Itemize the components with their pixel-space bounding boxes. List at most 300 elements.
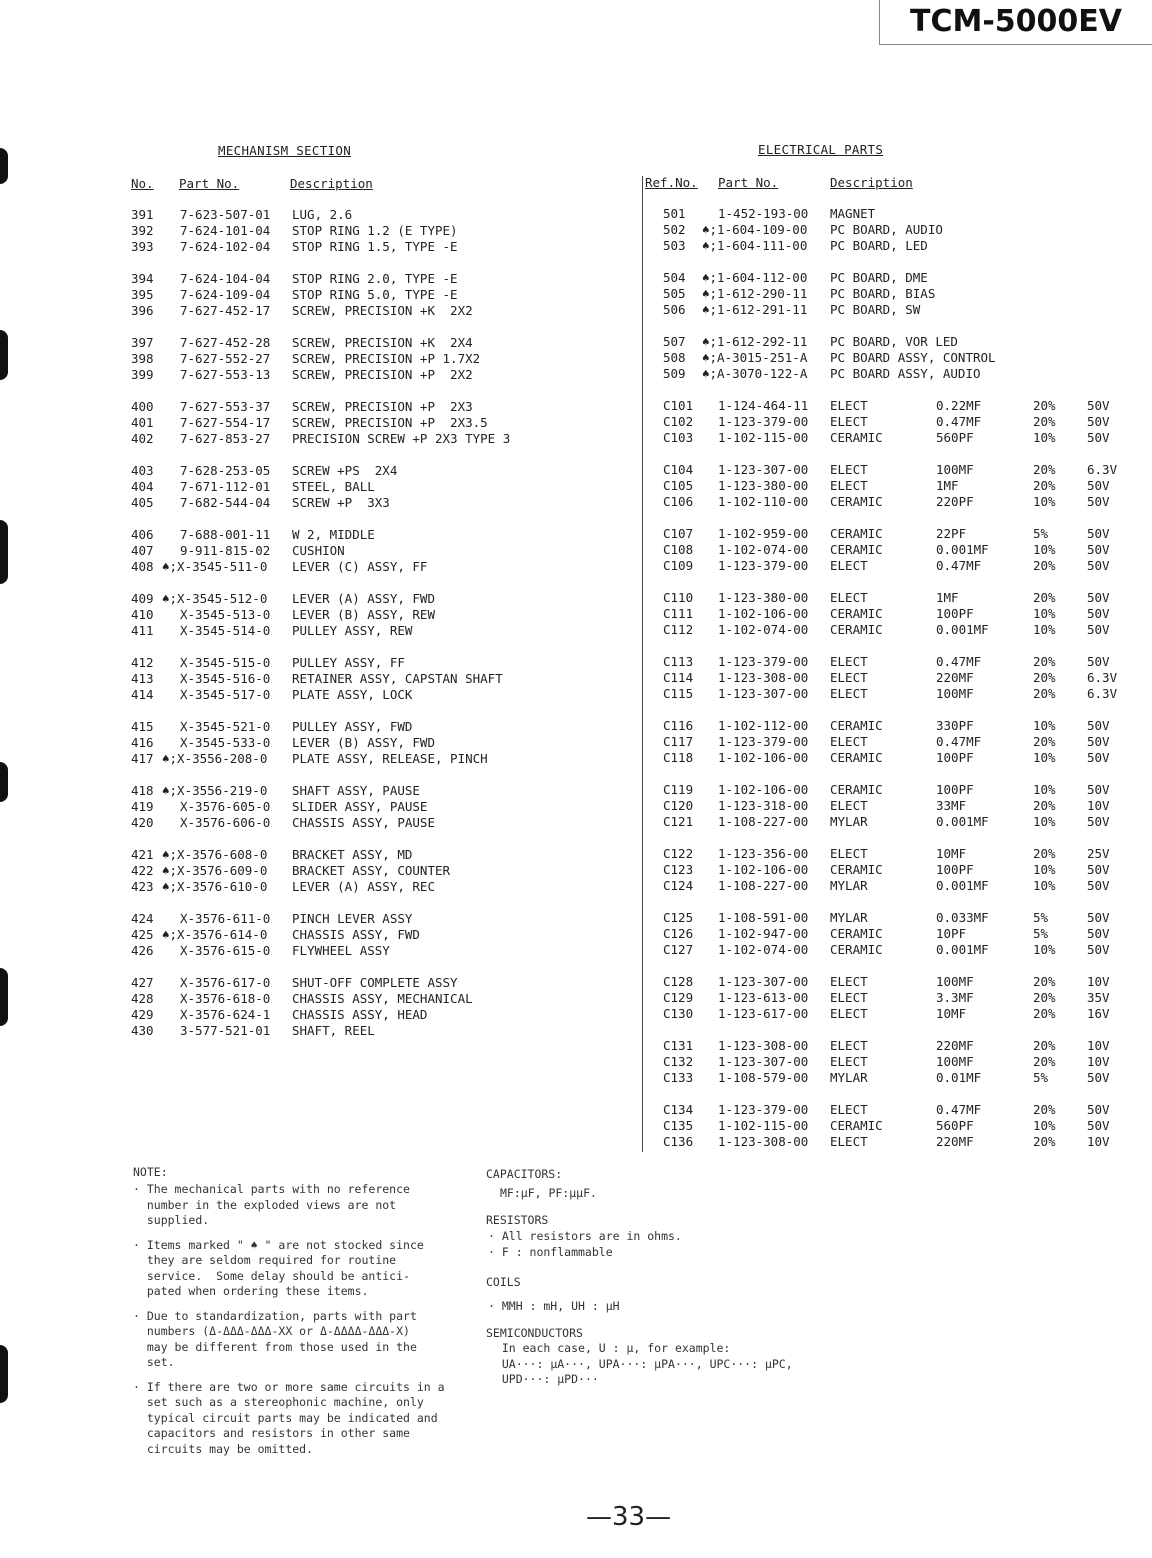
value: 560PF	[936, 1118, 974, 1133]
part-number: ♠;X-3576-610-0	[162, 879, 268, 894]
note-item: · The mechanical parts with no reference number in the exploded views are not supplied.	[133, 1182, 410, 1227]
table-row	[660, 1038, 1140, 1054]
description: PINCH LEVER ASSY	[292, 911, 413, 926]
item-number: 418	[131, 783, 154, 798]
ref-number: C105	[663, 478, 694, 493]
table-row	[660, 622, 1140, 638]
part-number: 1-123-380-00	[718, 590, 809, 605]
notes-list	[133, 1182, 483, 1466]
tolerance: 20%	[1033, 590, 1056, 605]
part-number: 7-623-507-01	[180, 207, 271, 222]
table-row	[131, 735, 631, 751]
value: 0.47MF	[936, 558, 982, 573]
table-row	[660, 542, 1140, 558]
part-number: 7-688-001-11	[180, 527, 271, 542]
part-number: 1-123-307-00	[718, 686, 809, 701]
description: SCREW, PRECISION +K 2X4	[292, 335, 473, 350]
description: ELECT	[830, 478, 868, 493]
part-number: 1-123-307-00	[718, 1054, 809, 1069]
description: SCREW, PRECISION +P 2X3.5	[292, 415, 488, 430]
description: SCREW, PRECISION +P 2X3	[292, 399, 473, 414]
voltage: 50V	[1087, 718, 1110, 733]
table-row	[660, 270, 1140, 286]
description: ELECT	[830, 654, 868, 669]
table-row	[131, 783, 631, 799]
part-number: X-3545-533-0	[180, 735, 271, 750]
table-row	[660, 398, 1140, 414]
item-number: 399	[131, 367, 154, 382]
value: 0.001MF	[936, 622, 989, 637]
note-item: · If there are two or more same circuits in a set such as a stereophonic machine, only typical circuit parts may be indicated and capacitors and resistors in other same circuits may be omitted.	[133, 1379, 445, 1456]
part-number: 1-102-947-00	[718, 926, 809, 941]
part-number: 1-123-318-00	[718, 798, 809, 813]
value: 0.22MF	[936, 398, 982, 413]
table-row	[131, 335, 631, 351]
part-number: 7-624-102-04	[180, 239, 271, 254]
table-row	[660, 942, 1140, 958]
description: LEVER (C) ASSY, FF	[292, 559, 428, 574]
tolerance: 20%	[1033, 1134, 1056, 1149]
value: 560PF	[936, 430, 974, 445]
tolerance: 20%	[1033, 798, 1056, 813]
electrical-table	[660, 206, 1140, 1166]
description: MYLAR	[830, 814, 868, 829]
description: ELECT	[830, 734, 868, 749]
description: ELECT	[830, 414, 868, 429]
mech-col-no: No.	[131, 176, 154, 191]
value: 0.033MF	[936, 910, 989, 925]
ref-number: C111	[663, 606, 694, 621]
part-number: ♠;1-604-109-00	[702, 222, 808, 237]
table-row	[131, 863, 631, 879]
value: 100PF	[936, 750, 974, 765]
item-number: 405	[131, 495, 154, 510]
value: 10MF	[936, 846, 967, 861]
table-row	[131, 207, 631, 223]
voltage: 50V	[1087, 1102, 1110, 1117]
voltage: 6.3V	[1087, 462, 1118, 477]
part-number: 7-627-552-27	[180, 351, 271, 366]
value: 100MF	[936, 1054, 974, 1069]
table-row	[131, 463, 631, 479]
tolerance: 20%	[1033, 846, 1056, 861]
description: ELECT	[830, 974, 868, 989]
ref-number: C126	[663, 926, 694, 941]
item-number: 408	[131, 559, 154, 574]
description: ELECT	[830, 846, 868, 861]
table-row	[660, 1006, 1140, 1022]
ref-number: C115	[663, 686, 694, 701]
description: LUG, 2.6	[292, 207, 353, 222]
tolerance: 20%	[1033, 414, 1056, 429]
item-number: 411	[131, 623, 154, 638]
part-number: 7-624-104-04	[180, 271, 271, 286]
table-row	[131, 927, 631, 943]
ref-number: C131	[663, 1038, 694, 1053]
part-number: ♠;A-3015-251-A	[702, 350, 808, 365]
table-row	[131, 751, 631, 767]
parts-group	[660, 590, 1140, 638]
part-number: X-3545-515-0	[180, 655, 271, 670]
part-number: 3-577-521-01	[180, 1023, 271, 1038]
table-row	[660, 814, 1140, 830]
ref-number: C128	[663, 974, 694, 989]
voltage: 50V	[1087, 782, 1110, 797]
tolerance: 5%	[1033, 910, 1049, 925]
parts-group	[660, 1102, 1140, 1150]
value: 3.3MF	[936, 990, 974, 1005]
part-number: 1-123-308-00	[718, 1134, 809, 1149]
item-number: 402	[131, 431, 154, 446]
value: 33MF	[936, 798, 967, 813]
ref-number: C112	[663, 622, 694, 637]
value: 0.001MF	[936, 542, 989, 557]
value: 100MF	[936, 686, 974, 701]
part-number: ♠;1-612-292-11	[702, 334, 808, 349]
parts-group	[131, 335, 631, 383]
ref-number: 504	[663, 270, 686, 285]
capacitors-label: CAPACITORS:	[486, 1167, 563, 1181]
description: PLATE ASSY, LOCK	[292, 687, 413, 702]
part-number: X-3576-618-0	[180, 991, 271, 1006]
ref-number: 502	[663, 222, 686, 237]
value: 100PF	[936, 606, 974, 621]
part-number: 1-123-308-00	[718, 1038, 809, 1053]
description: CERAMIC	[830, 750, 883, 765]
part-number: 7-682-544-04	[180, 495, 271, 510]
description: CERAMIC	[830, 862, 883, 877]
item-number: 425	[131, 927, 154, 942]
resistors-label: RESISTORS	[486, 1213, 549, 1227]
item-number: 397	[131, 335, 154, 350]
description: SHAFT, REEL	[292, 1023, 375, 1038]
table-row	[131, 943, 631, 959]
parts-group	[131, 399, 631, 447]
part-number: 7-627-853-27	[180, 431, 271, 446]
value: 0.001MF	[936, 814, 989, 829]
part-number: 7-671-112-01	[180, 479, 271, 494]
part-number: 7-627-553-37	[180, 399, 271, 414]
ref-number: C106	[663, 494, 694, 509]
description: PRECISION SCREW +P 2X3 TYPE 3	[292, 431, 511, 446]
parts-group	[131, 207, 631, 255]
model-title: TCM-5000EV	[879, 0, 1152, 45]
part-number: 1-108-227-00	[718, 814, 809, 829]
parts-group	[131, 591, 631, 639]
ref-number: C104	[663, 462, 694, 477]
part-number: X-3576-617-0	[180, 975, 271, 990]
table-row	[660, 1118, 1140, 1134]
table-row	[131, 287, 631, 303]
semiconductors-text: In each case, U : μ, for example: UA···: μA···, UPA···: μPA···, UPC···: μPC, UPD···: μPD···	[501, 1341, 793, 1386]
value: 22PF	[936, 526, 967, 541]
voltage: 50V	[1087, 1118, 1110, 1133]
tolerance: 20%	[1033, 734, 1056, 749]
ref-number: C110	[663, 590, 694, 605]
tolerance: 10%	[1033, 942, 1056, 957]
voltage: 50V	[1087, 814, 1110, 829]
tolerance: 20%	[1033, 670, 1056, 685]
part-number: 1-123-613-00	[718, 990, 809, 1005]
item-number: 422	[131, 863, 154, 878]
mech-col-part: Part No.	[179, 176, 240, 191]
ref-number: 505	[663, 286, 686, 301]
voltage: 50V	[1087, 1070, 1110, 1085]
description: CERAMIC	[830, 926, 883, 941]
value: 10PF	[936, 926, 967, 941]
description: SHUT-OFF COMPLETE ASSY	[292, 975, 458, 990]
description: STOP RING 1.2 (E TYPE)	[292, 223, 458, 238]
item-number: 428	[131, 991, 154, 1006]
description: CERAMIC	[830, 1118, 883, 1133]
tolerance: 20%	[1033, 1038, 1056, 1053]
item-number: 404	[131, 479, 154, 494]
description: STEEL, BALL	[292, 479, 375, 494]
table-row	[131, 479, 631, 495]
voltage: 10V	[1087, 1134, 1110, 1149]
tolerance: 10%	[1033, 878, 1056, 893]
table-row	[660, 654, 1140, 670]
description: CERAMIC	[830, 542, 883, 557]
item-number: 417	[131, 751, 154, 766]
parts-group	[660, 910, 1140, 958]
tolerance: 10%	[1033, 814, 1056, 829]
value: 10MF	[936, 1006, 967, 1021]
item-number: 413	[131, 671, 154, 686]
table-row	[131, 719, 631, 735]
value: 0.01MF	[936, 1070, 982, 1085]
ref-number: C124	[663, 878, 694, 893]
table-row	[660, 606, 1140, 622]
table-row	[131, 975, 631, 991]
tolerance: 5%	[1033, 526, 1049, 541]
parts-group	[131, 271, 631, 319]
tolerance: 20%	[1033, 398, 1056, 413]
elec-col-ref: Ref.No.	[645, 175, 698, 190]
ref-number: C134	[663, 1102, 694, 1117]
voltage: 10V	[1087, 1038, 1110, 1053]
part-number: 1-102-112-00	[718, 718, 809, 733]
parts-group	[131, 911, 631, 959]
part-number: 7-624-109-04	[180, 287, 271, 302]
ref-number: 503	[663, 238, 686, 253]
description: ELECT	[830, 798, 868, 813]
description: SCREW, PRECISION +P 2X2	[292, 367, 473, 382]
table-row	[131, 879, 631, 895]
part-number: 1-124-464-11	[718, 398, 809, 413]
voltage: 50V	[1087, 526, 1110, 541]
item-number: 392	[131, 223, 154, 238]
voltage: 50V	[1087, 494, 1110, 509]
description: MAGNET	[830, 206, 876, 221]
tolerance: 5%	[1033, 926, 1049, 941]
item-number: 401	[131, 415, 154, 430]
description: FLYWHEEL ASSY	[292, 943, 390, 958]
value: 0.001MF	[936, 942, 989, 957]
description: ELECT	[830, 1054, 868, 1069]
voltage: 16V	[1087, 1006, 1110, 1021]
voltage: 50V	[1087, 926, 1110, 941]
ref-number: C120	[663, 798, 694, 813]
description: ELECT	[830, 590, 868, 605]
part-number: X-3576-606-0	[180, 815, 271, 830]
value: 220MF	[936, 670, 974, 685]
voltage: 50V	[1087, 414, 1110, 429]
description: CERAMIC	[830, 494, 883, 509]
tolerance: 20%	[1033, 1006, 1056, 1021]
part-number: 1-108-591-00	[718, 910, 809, 925]
table-row	[131, 607, 631, 623]
item-number: 426	[131, 943, 154, 958]
coils-text: · MMH : mH, UH : μH	[488, 1299, 620, 1313]
ref-number: C132	[663, 1054, 694, 1069]
item-number: 427	[131, 975, 154, 990]
table-row	[131, 799, 631, 815]
description: CERAMIC	[830, 782, 883, 797]
table-row	[660, 590, 1140, 606]
part-number: X-3545-516-0	[180, 671, 271, 686]
part-number: 1-102-115-00	[718, 1118, 809, 1133]
table-row	[660, 558, 1140, 574]
description: PC BOARD, DME	[830, 270, 928, 285]
description: CERAMIC	[830, 622, 883, 637]
elec-col-part: Part No.	[718, 175, 779, 190]
item-number: 420	[131, 815, 154, 830]
part-number: 7-627-554-17	[180, 415, 271, 430]
item-number: 403	[131, 463, 154, 478]
description: LEVER (A) ASSY, REC	[292, 879, 435, 894]
part-number: X-3545-513-0	[180, 607, 271, 622]
part-number: 1-123-379-00	[718, 414, 809, 429]
ref-number: C119	[663, 782, 694, 797]
tolerance: 10%	[1033, 782, 1056, 797]
ref-number: 509	[663, 366, 686, 381]
capacitors-text: MF:μF, PF:μμF.	[500, 1186, 597, 1200]
value: 100MF	[936, 462, 974, 477]
part-number: X-3545-514-0	[180, 623, 271, 638]
item-number: 429	[131, 1007, 154, 1022]
description: ELECT	[830, 462, 868, 477]
table-row	[660, 494, 1140, 510]
description: SCREW, PRECISION +K 2X2	[292, 303, 473, 318]
part-number: 7-627-553-13	[180, 367, 271, 382]
part-number: 1-102-106-00	[718, 750, 809, 765]
description: CERAMIC	[830, 942, 883, 957]
item-number: 430	[131, 1023, 154, 1038]
table-row	[131, 687, 631, 703]
ref-number: C127	[663, 942, 694, 957]
table-row	[660, 846, 1140, 862]
parts-group	[131, 719, 631, 767]
table-row	[660, 206, 1140, 222]
table-row	[131, 527, 631, 543]
part-number: X-3576-624-1	[180, 1007, 271, 1022]
voltage: 50V	[1087, 430, 1110, 445]
tolerance: 10%	[1033, 494, 1056, 509]
ref-number: C103	[663, 430, 694, 445]
voltage: 50V	[1087, 878, 1110, 893]
binder-hole-mark	[0, 330, 8, 380]
description: MYLAR	[830, 878, 868, 893]
table-row	[660, 670, 1140, 686]
table-row	[660, 1054, 1140, 1070]
binder-hole-mark	[0, 148, 8, 184]
description: RETAINER ASSY, CAPSTAN SHAFT	[292, 671, 503, 686]
value: 100PF	[936, 862, 974, 877]
binder-hole-mark	[0, 1345, 8, 1403]
item-number: 410	[131, 607, 154, 622]
semiconductors-label: SEMICONDUCTORS	[486, 1326, 583, 1340]
ref-number: 506	[663, 302, 686, 317]
description: BRACKET ASSY, COUNTER	[292, 863, 451, 878]
description: SHAFT ASSY, PAUSE	[292, 783, 420, 798]
part-number: 1-102-074-00	[718, 942, 809, 957]
voltage: 50V	[1087, 622, 1110, 637]
table-row	[131, 431, 631, 447]
ref-number: C135	[663, 1118, 694, 1133]
tolerance: 20%	[1033, 990, 1056, 1005]
value: 220PF	[936, 494, 974, 509]
part-number: ♠;1-612-290-11	[702, 286, 808, 301]
description: ELECT	[830, 558, 868, 573]
tolerance: 10%	[1033, 542, 1056, 557]
description: ELECT	[830, 1102, 868, 1117]
table-row	[131, 591, 631, 607]
table-row	[131, 303, 631, 319]
part-number: 1-102-106-00	[718, 782, 809, 797]
item-number: 415	[131, 719, 154, 734]
parts-group	[660, 398, 1140, 446]
description: ELECT	[830, 1134, 868, 1149]
ref-number: 508	[663, 350, 686, 365]
tolerance: 10%	[1033, 430, 1056, 445]
description: PC BOARD, VOR LED	[830, 334, 958, 349]
parts-group	[660, 974, 1140, 1022]
voltage: 6.3V	[1087, 686, 1118, 701]
voltage: 10V	[1087, 798, 1110, 813]
part-number: 1-123-379-00	[718, 1102, 809, 1117]
part-number: 1-123-307-00	[718, 974, 809, 989]
table-row	[660, 718, 1140, 734]
voltage: 50V	[1087, 542, 1110, 557]
voltage: 50V	[1087, 734, 1110, 749]
tolerance: 10%	[1033, 862, 1056, 877]
tolerance: 10%	[1033, 1118, 1056, 1133]
description: CERAMIC	[830, 430, 883, 445]
description: SLIDER ASSY, PAUSE	[292, 799, 428, 814]
table-row	[660, 462, 1140, 478]
part-number: X-3545-521-0	[180, 719, 271, 734]
voltage: 10V	[1087, 1054, 1110, 1069]
value: 220MF	[936, 1134, 974, 1149]
parts-group	[660, 270, 1140, 318]
voltage: 50V	[1087, 590, 1110, 605]
tolerance: 10%	[1033, 718, 1056, 733]
part-number: ♠;X-3545-512-0	[162, 591, 268, 606]
description: ELECT	[830, 670, 868, 685]
electrical-parts-title: ELECTRICAL PARTS	[758, 142, 884, 157]
table-row	[660, 750, 1140, 766]
description: ELECT	[830, 398, 868, 413]
item-number: 409	[131, 591, 154, 606]
ref-number: C130	[663, 1006, 694, 1021]
value: 220MF	[936, 1038, 974, 1053]
description: PULLEY ASSY, FWD	[292, 719, 413, 734]
description: PC BOARD, AUDIO	[830, 222, 943, 237]
tolerance: 10%	[1033, 750, 1056, 765]
part-number: 1-452-193-00	[718, 206, 809, 221]
tolerance: 20%	[1033, 974, 1056, 989]
